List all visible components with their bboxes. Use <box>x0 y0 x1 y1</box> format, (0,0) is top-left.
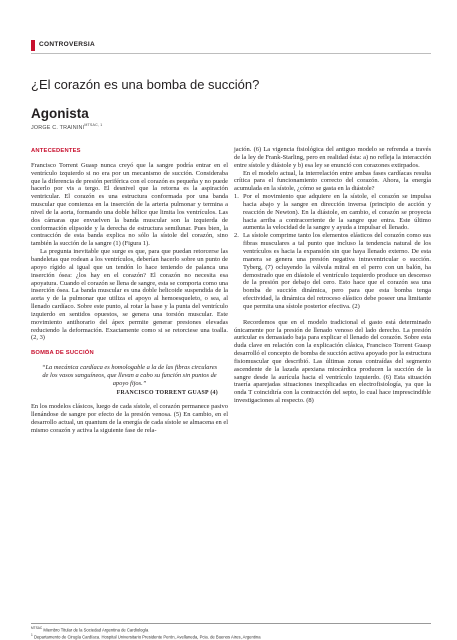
right-column <box>234 146 431 405</box>
author-affil: MTSAC, 1 <box>84 123 103 127</box>
section-mark <box>31 40 35 51</box>
epigraph-author: FRANCISCO TORRENT GUASP (4) <box>116 389 218 396</box>
paragraph: La pregunta inevitable que surge es que, para que puedan retorcerse las bandeletas que rodean a los ventrículos, deberían hacerlo sobre un punto de apoyo rígido al igual que un tendón lo hace teniendo de palanca una inserción ósea: ¿los hay en el corazón? El corazón no necesita esa apoyatura. Cuando el corazón se llena de sangre, esta se comporta como una inserción ósea. La banda muscular es una doble helicoide suspendida de la aorta y de la pulmonar que utiliza el apoyo al hemoesqueleto, o sea, al llenado cardíaco. Sobre este punto, al rotar la base y la punta del ventrículo izquierdo en sentidos opuestos, se genera una torsión muscular. Este movimiento antihorario del ápex permite generar presiones elevadas reduciendo la deformación. Exactamente como si se retorciese una toalla. (2, 3) <box>31 248 228 342</box>
epigraph-quote: “La mecánica cardíaca es homologable a la de las fibras circulares de los vasos sanguíneos, que llevan a cabo su función sin puntos de apoyo fijos.” <box>41 364 218 387</box>
footnote-text: Departamento de Cirugía Cardíaca. Hospital Universitario Presidente Perón, Avellaneda, Pcia. de Buenos Aires, Argentina <box>33 633 261 639</box>
list-number: 2. <box>234 232 239 240</box>
list-text: Por el movimiento que adquiere en la sístole, el corazón se impulsa hacia abajo y la sangre en dirección inversa (principio de acción y reacción de Newton). En la diástole, en cambio, el corazón se proyecta hacia arriba a contracorriente de la sangre que entra. Este último aumenta la velocidad de la sangre y ayuda a impulsar el llenado. <box>243 193 431 232</box>
left-column <box>31 148 228 435</box>
list-item <box>234 193 431 232</box>
paragraph: En los modelos clásicos, luego de cada sístole, el corazón permanece pasivo llenándose de sangre por efecto de la presión venosa. (5) En cambio, en el desarrollo actual, un quantum de la energía de cada sístole se almacena en el mismo corazón y activa la siguiente fase de rela- <box>31 403 228 434</box>
footnote-mark: 1 <box>31 632 33 637</box>
footnote-text: Miembro Titular de la Sociedad Argentina de Cardiología <box>43 627 149 633</box>
article-title: ¿El corazón es una bomba de succión? <box>31 77 260 92</box>
list-item <box>234 232 431 310</box>
section-tag <box>31 38 431 54</box>
paragraph: Francisco Torrent Guasp nunca creyó que la sangre podría entrar en el ventrículo izquierdo si no era por un mecanismo de succión. Consideraba que la diferencia de presión periférica con el corazón es pequeña y no puede hacerlo por vis a tergo. El desnivel que la retorna es la aspiración ventricular. El corazón es una estructura conformada por una banda muscular que comienza en la inserción de la arteria pulmonar y termina a nivel de la aorta, formando una doble hélice que limita los ventrículos. Las dos cámaras que envuelven la banda muscular son la izquierda de conformación elipsoide y la derecha de estructura semilunar. Pues bien, la contracción de esta banda explica no sólo la sístole del corazón, sino también la succión de la sangre (1) (Figura 1). <box>31 161 228 248</box>
heading-bomba-succion: BOMBA DE SUCCIÓN <box>31 350 94 357</box>
footnote <box>31 633 431 640</box>
section-label: CONTROVERSIA <box>39 41 95 48</box>
paragraph: jación. (6) La vigencia fisiológica del antiguo modelo se refrenda a través de la ley de Frank-Starling, pero en realidad ésta: a) no refleja la interacción entre sístole y diástole y b) esa ley se enunció con corazones extirpados. <box>234 146 431 169</box>
article-subtitle: Agonista <box>31 106 89 121</box>
footnote <box>31 626 431 633</box>
paragraph: Recordemos que en el modelo tradicional el gasto está determinado únicamente por la presión de llenado venoso del lado derecho. La presión auricular es demasiado baja para explicar el llenado del corazón. Sobre esta duda clave en relación con la explicación clásica, Francisco Torrent Guasp desarrolló el concepto de bomba de succión activa apoyado por la estructura fisiomuscular que describió. Las últimas zonas contraídas del segmento ascendente de la lazada apexiana miocárdica producen la succión de la sangre desde la aurícula hacia el ventrículo izquierdo. (6) Esta situación traería aparejadas situaciones inexplicadas en electrofisiología, ya que la onda T coincidiría con la contracción del septo, lo cual hace imprescindible investigaciones al respecto. (8) <box>234 318 431 405</box>
heading-antecedentes: ANTECEDENTES <box>31 148 81 154</box>
footnotes <box>31 623 431 639</box>
paragraph: En el modelo actual, la interrelación entre ambas fases cardíacas resulta crítica para el funcionamiento correcto del corazón. Ahora, la energía acumulada en la sístole, ¿cómo se gasta en la diástole? <box>234 169 431 193</box>
list-number: 1. <box>234 193 239 201</box>
author-name: JORGE C. TRAININI <box>31 124 85 131</box>
footnote-mark: MTSAC <box>31 626 43 630</box>
author-line <box>31 123 103 131</box>
list-text: La sístole comprime tanto los elementos elásticos del corazón como sus fibras musculares a tal punto que incluso la tendencia natural de los ventrículos es hacia la expansión sin que haya llenado externo. De esta manera se genera una presión negativa intraventricular o succión. Tyberg, (7) ocluyendo la válvula mitral en el perro con un balón, ha demostrado que en diástole el ventrículo izquierdo produce un descenso de la presión por debajo del cero. Esto hace que el corazón sea una bomba de succión dinámica, pero para que esta bomba tenga efectividad, la dinámica del retroceso elástico debe poseer una limitante que permita una sístole posterior efectiva. (2) <box>243 232 431 310</box>
